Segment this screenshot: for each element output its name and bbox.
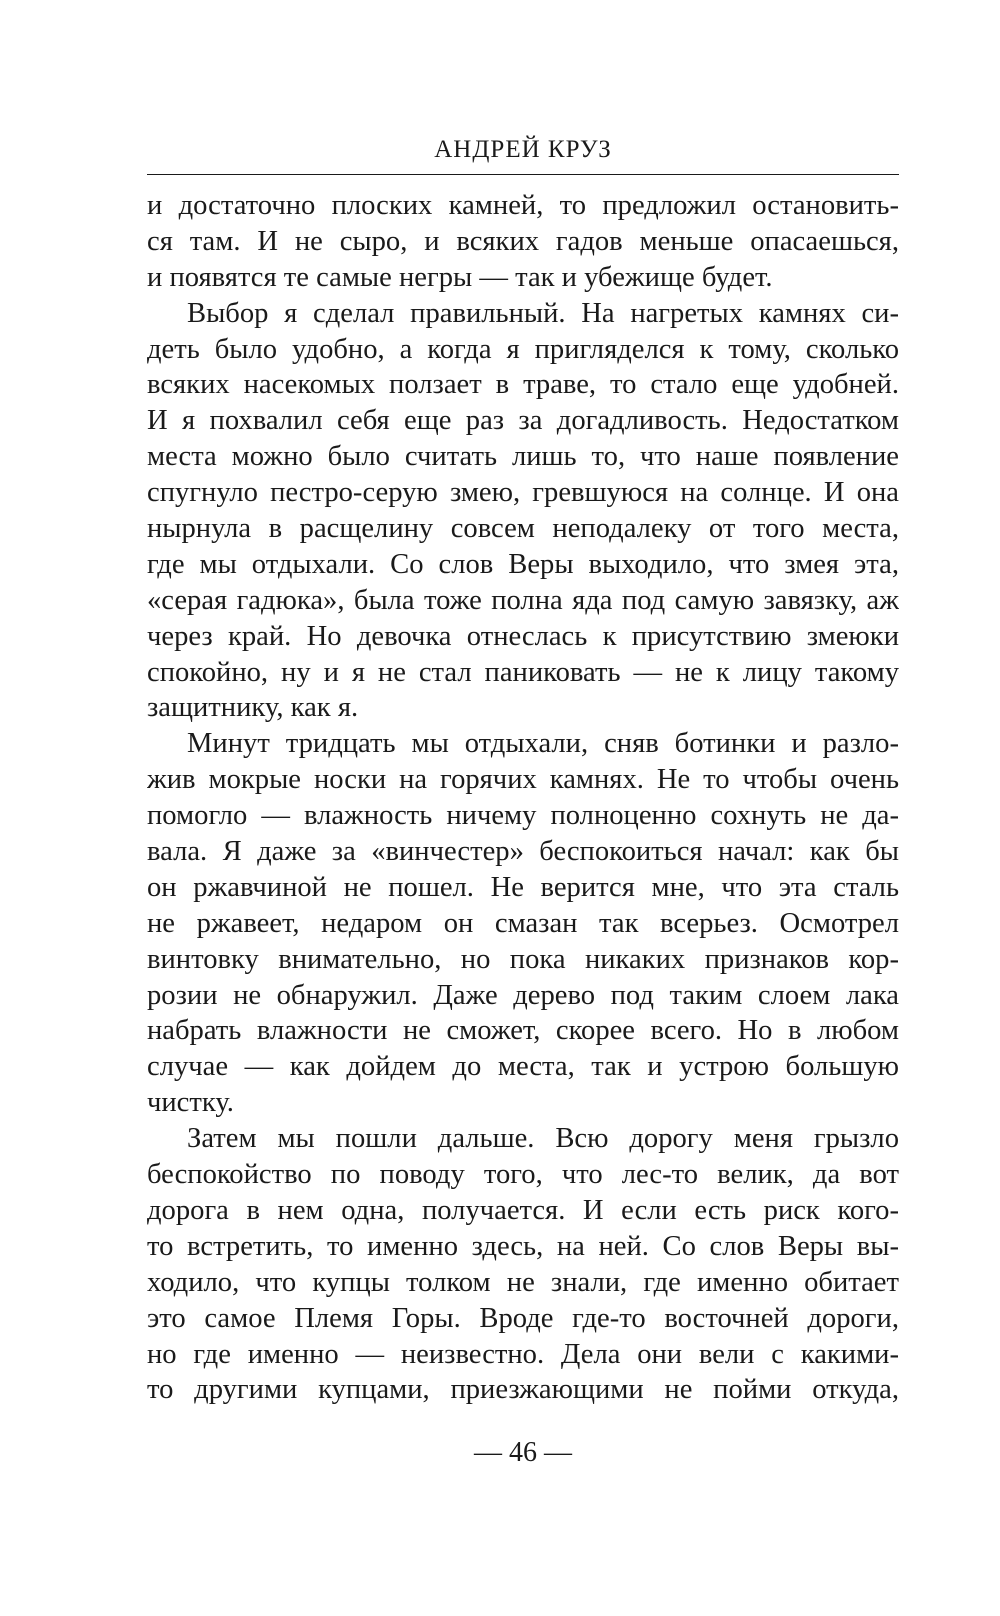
text-line: ся там. И не сыро, и всяких гадов меньше опасаешься, [147, 225, 899, 257]
text-line: вала. Я даже за «винчестер» беспокоиться начал: как бы [147, 836, 899, 868]
header-rule [147, 174, 899, 175]
text-line: где мы отдыхали. Со слов Веры выходило, что змея эта, [147, 548, 899, 580]
page-number: — 46 — [474, 1437, 572, 1468]
running-head-author: АНДРЕЙ КРУЗ [434, 136, 612, 163]
text-line: нырнула в расщелину совсем неподалеку от того места, [147, 513, 899, 545]
text-line: розии не обнаружил. Даже дерево под таким слоем лака [147, 979, 899, 1011]
text-line: случае — как дойдем до места, так и устрою большую [147, 1051, 899, 1083]
body-text [147, 188, 899, 1408]
text-line: он ржавчиной не пошел. Не верится мне, что эта сталь [147, 871, 899, 903]
text-line: места можно было считать лишь то, что наше появление [147, 441, 899, 473]
text-line: но где именно — неизвестно. Дела они вели с какими- [147, 1338, 899, 1370]
text-line: Минут тридцать мы отдыхали, сняв ботинки и разло- [187, 728, 899, 760]
text-line: Затем мы пошли дальше. Всю дорогу меня грызло [187, 1123, 899, 1155]
text-line: чистку. [147, 1087, 234, 1119]
text-line: защитнику, как я. [147, 692, 359, 724]
text-line: деть было удобно, а когда я пригляделся к тому, сколько [147, 333, 899, 365]
text-line: не ржавеет, недаром он смазан так всерьез. Осмотрел [147, 907, 899, 939]
text-line: всяких насекомых ползает в траве, то стало еще удобней. [147, 369, 899, 401]
text-line: набрать влажности не сможет, скорее всего. Но в любом [147, 1015, 899, 1047]
text-line: помогло — влажность ничему полноценно сохнуть не да- [147, 800, 899, 832]
text-line: беспокойство по поводу того, что лес-то велик, да вот [147, 1159, 899, 1191]
text-line: дорога в нем одна, получается. И если есть риск кого- [147, 1194, 899, 1226]
text-line: через край. Но девочка отнеслась к присутствию змеюки [147, 620, 899, 652]
text-line: И я похвалил себя еще раз за догадливость. Недостатком [147, 405, 899, 437]
text-line: спугнуло пестро-серую змею, гревшуюся на солнце. И она [147, 477, 899, 509]
text-line: ходило, что купцы толком не знали, где именно обитает [147, 1266, 899, 1298]
text-line: это самое Племя Горы. Вроде где-то восточней дороги, [147, 1302, 899, 1334]
text-line: и достаточно плоских камней, то предложил остановить- [147, 190, 899, 221]
text-line: жив мокрые носки на горячих камнях. Не то чтобы очень [147, 764, 899, 796]
text-line: винтовку внимательно, но пока никаких признаков кор- [147, 943, 899, 975]
text-line: Выбор я сделал правильный. На нагретых камнях си- [187, 297, 899, 329]
text-line: то встретить, то именно здесь, на ней. Со слов Веры вы- [147, 1230, 899, 1262]
text-line: и появятся те самые негры — так и убежище будет. [147, 261, 773, 293]
text-line: то другими купцами, приезжающими не пойми откуда, [147, 1374, 899, 1406]
text-line: спокойно, ну и я не стал паниковать — не к лицу такому [147, 656, 899, 688]
text-line: «серая гадюка», была тоже полна яда под самую завязку, аж [147, 584, 899, 616]
